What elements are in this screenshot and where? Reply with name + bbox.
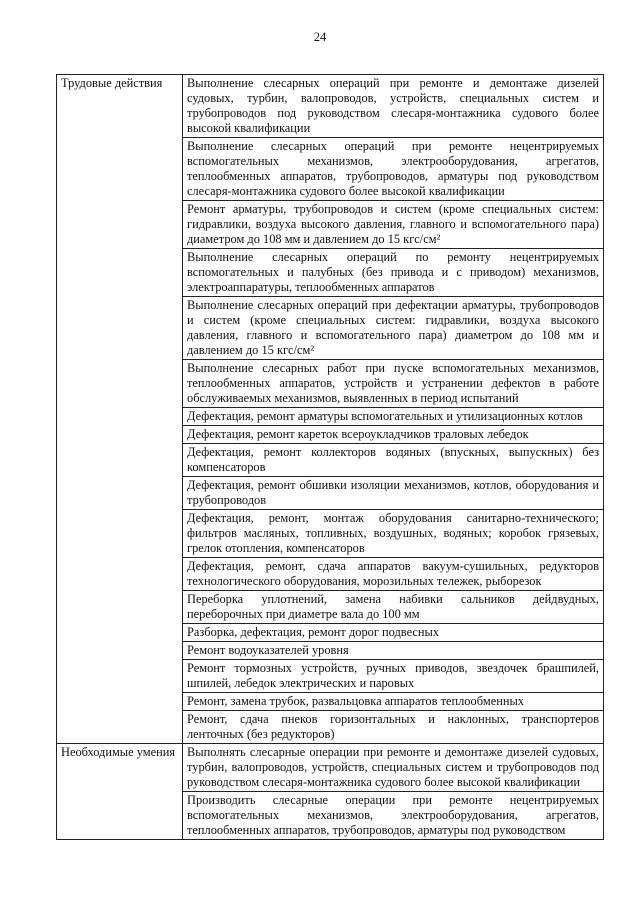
- table-row: [57, 744, 604, 792]
- table-cell: Выполнение слесарных операций по ремонту нецентрируемых вспомогательных и палубных (без привода и с приводом) механизмов, электроаппаратуры, теплообменных аппаратов: [183, 249, 604, 297]
- section-label-labor-actions: [57, 75, 183, 744]
- table-cell: Ремонт, замена трубок, развальцовка аппаратов теплообменных: [183, 693, 604, 711]
- table-cell: Производить слесарные операции при ремонте нецентрируемых вспомогательных механизмов, электрооборудования, агрегатов, теплообменных аппаратов, трубопроводов, арматуры под руководством: [183, 792, 604, 840]
- table-row: [57, 75, 604, 138]
- table-cell: Дефектация, ремонт, монтаж оборудования санитарно-технического; фильтров масляных, топливных, воздушных, водяных; коробок грязевых, грелок отопления, компенсаторов: [183, 510, 604, 558]
- section-label-text: Необходимые умения: [61, 745, 176, 759]
- table-cell: Дефектация, ремонт коллекторов водяных (впускных, выпускных) без компенсаторов: [183, 444, 604, 477]
- table-cell: Разборка, дефектация, ремонт дорог подвесных: [183, 624, 604, 642]
- competency-table: [56, 74, 604, 840]
- table-cell: Выполнение слесарных работ при пуске вспомогательных механизмов, теплообменных аппаратов, устройств и устранении дефектов в работе обслуживаемых механизмов, выявленных в период испытаний: [183, 360, 604, 408]
- section-label-required-skills: [57, 744, 183, 840]
- table-cell: Ремонт арматуры, трубопроводов и систем (кроме специальных систем: гидравлики, воздуха высокого давления, главного и вспомогательного пара) диаметром до 108 мм и давлением до 15 кгс/см²: [183, 201, 604, 249]
- section-label-text: Трудовые действия: [61, 76, 163, 90]
- table-cell: Дефектация, ремонт арматуры вспомогательных и утилизационных котлов: [183, 408, 604, 426]
- table-cell: Выполнение слесарных операций при ремонте и демонтаже дизелей судовых, турбин, валопроводов, устройств, специальных систем и трубопроводов под руководством слесаря-монтажника судового более высокой квалификации: [183, 75, 604, 138]
- table-cell: Дефектация, ремонт, сдача аппаратов вакуум-сушильных, редукторов технологического оборудования, морозильных тележек, рыборезок: [183, 558, 604, 591]
- table-cell: Выполнение слесарных операций при дефектации арматуры, трубопроводов и систем (кроме специальных систем: гидравлики, воздуха высокого давления, главного и вспомогательного пара) диаметром до 108 мм и давлением до 15 кгс/см²: [183, 297, 604, 360]
- table-cell: Переборка уплотнений, замена набивки сальников дейдвудных, переборочных при диаметре вала до 100 мм: [183, 591, 604, 624]
- table-cell: Дефектация, ремонт обшивки изоляции механизмов, котлов, оборудования и трубопроводов: [183, 477, 604, 510]
- page-number: 24: [313, 30, 327, 44]
- table-cell: Ремонт водоуказателей уровня: [183, 642, 604, 660]
- table-cell: Выполнять слесарные операции при ремонте и демонтаже дизелей судовых, турбин, валопроводов, устройств, специальных систем и трубопроводов под руководством слесаря-монтажника судового более высокой квалификации: [183, 744, 604, 792]
- table-cell: Дефектация, ремонт кареток всероукладчиков траловых лебедок: [183, 426, 604, 444]
- table-cell: Ремонт, сдача пнеков горизонтальных и наклонных, транспортеров ленточных (без редукторов): [183, 711, 604, 744]
- table-cell: Выполнение слесарных операций при ремонте нецентрируемых вспомогательных механизмов, электрооборудования, агрегатов, теплообменных аппаратов, трубопроводов, арматуры под руководством слесаря-монтажника судового более высокой квалификации: [183, 138, 604, 201]
- table-cell: Ремонт тормозных устройств, ручных приводов, звездочек брашпилей, шпилей, лебедок электрических и паровых: [183, 660, 604, 693]
